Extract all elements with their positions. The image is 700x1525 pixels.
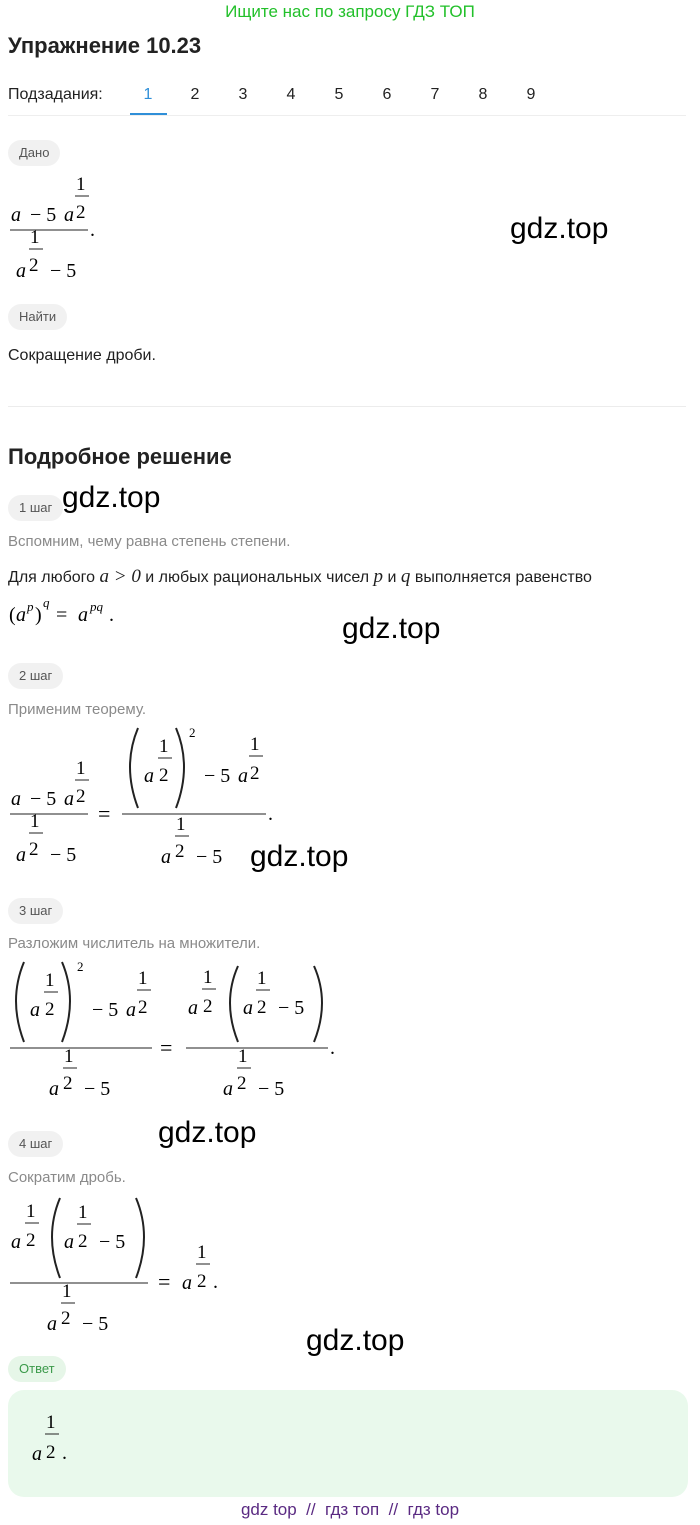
watermark: gdz.top <box>62 481 161 514</box>
watermark: gdz.top <box>510 212 609 245</box>
svg-text:2: 2 <box>78 1231 88 1252</box>
svg-text:a: a <box>78 604 88 626</box>
svg-text:.: . <box>62 1442 67 1464</box>
svg-text:1: 1 <box>30 811 40 832</box>
svg-text:.: . <box>268 803 273 825</box>
svg-text:a: a <box>64 788 74 810</box>
svg-text:.: . <box>90 219 95 241</box>
svg-text:− 5: − 5 <box>196 846 223 868</box>
svg-text:=: = <box>56 604 68 626</box>
svg-text:p: p <box>27 599 34 614</box>
svg-text:a: a <box>16 604 26 626</box>
svg-text:a: a <box>238 765 248 787</box>
svg-text:2: 2 <box>63 1073 73 1094</box>
svg-text:pq: pq <box>90 599 103 614</box>
svg-text:a: a <box>30 999 40 1021</box>
svg-text:a: a <box>16 844 26 866</box>
svg-text:1: 1 <box>76 758 86 779</box>
svg-text:a: a <box>64 1231 74 1253</box>
svg-text:− 5: − 5 <box>50 260 77 282</box>
subtask-tab-8[interactable]: 8 <box>478 86 488 103</box>
svg-text:1: 1 <box>64 1046 74 1067</box>
svg-text:a: a <box>49 1078 59 1100</box>
svg-text:=: = <box>98 801 111 826</box>
svg-text:2: 2 <box>189 725 196 740</box>
svg-text:a: a <box>182 1272 192 1294</box>
answer-pill: Ответ <box>8 1356 66 1382</box>
svg-text:a: a <box>188 997 198 1019</box>
svg-text:− 5: − 5 <box>50 844 77 866</box>
answer-box <box>8 1390 688 1497</box>
svg-text:1: 1 <box>45 970 55 991</box>
answer-formula <box>30 1408 90 1478</box>
watermark: gdz.top <box>158 1116 257 1149</box>
subtask-tab-3[interactable]: 3 <box>238 86 248 103</box>
svg-text:− 5: − 5 <box>84 1078 111 1100</box>
step-3-formula <box>8 956 348 1106</box>
watermark: gdz.top <box>342 612 441 645</box>
svg-text:a: a <box>223 1078 233 1100</box>
svg-text:2: 2 <box>138 997 148 1018</box>
svg-text:− 5: − 5 <box>30 204 57 226</box>
find-text: Сокращение дроби. <box>8 347 156 364</box>
svg-text:− 5: − 5 <box>82 1313 109 1335</box>
statement-and: и <box>387 569 397 586</box>
given-formula <box>8 168 118 286</box>
svg-text:1: 1 <box>46 1412 56 1433</box>
svg-text:2: 2 <box>175 841 185 862</box>
step-1-statement <box>8 566 698 588</box>
top-banner: Ищите нас по запросу ГДЗ ТОП <box>225 2 475 21</box>
svg-text:2: 2 <box>76 786 86 807</box>
svg-text:− 5: − 5 <box>258 1078 285 1100</box>
svg-text:=: = <box>160 1035 173 1060</box>
statement-p: p <box>373 566 384 587</box>
svg-text:a: a <box>243 997 253 1019</box>
svg-text:1: 1 <box>257 968 267 989</box>
subtask-tab-2[interactable]: 2 <box>190 86 200 103</box>
svg-text:− 5: − 5 <box>92 999 119 1021</box>
step-3-hint: Разложим числитель на множители. <box>8 935 261 952</box>
step-4-hint: Сократим дробь. <box>8 1169 126 1186</box>
svg-text:2: 2 <box>76 202 86 223</box>
svg-text:1: 1 <box>197 1242 207 1263</box>
svg-text:a: a <box>11 204 21 226</box>
svg-text:q: q <box>43 595 50 610</box>
subtask-tab-1[interactable]: 1 <box>143 86 153 103</box>
svg-text:2: 2 <box>46 1442 56 1463</box>
svg-text:a: a <box>32 1443 42 1465</box>
step-2-hint: Применим теорему. <box>8 701 147 718</box>
svg-text:1: 1 <box>26 1201 36 1222</box>
svg-text:=: = <box>158 1269 171 1294</box>
tabs-divider <box>8 115 686 116</box>
svg-text:a: a <box>16 260 26 282</box>
statement-mid: и любых рациональных чисел <box>145 569 370 586</box>
svg-text:2: 2 <box>26 1230 36 1251</box>
svg-text:2: 2 <box>61 1308 71 1329</box>
statement-pre: Для любого <box>8 569 96 586</box>
statement-q: q <box>400 566 411 587</box>
solution-title: Подробное решение <box>8 444 232 469</box>
svg-text:2: 2 <box>77 959 84 974</box>
svg-text:1: 1 <box>238 1046 248 1067</box>
subtask-tab-9[interactable]: 9 <box>526 86 536 103</box>
exercise-title: Упражнение 10.23 <box>8 33 202 58</box>
svg-text:1: 1 <box>30 227 40 248</box>
given-pill: Дано <box>8 140 60 166</box>
footer: gdz top // гдз топ // гдз top <box>240 1500 460 1519</box>
svg-text:− 5: − 5 <box>278 997 305 1019</box>
svg-text:− 5: − 5 <box>30 788 57 810</box>
svg-text:1: 1 <box>76 174 86 195</box>
section-divider <box>8 406 686 407</box>
svg-text:1: 1 <box>250 734 260 755</box>
step-1-hint: Вспомним, чему равна степень степени. <box>8 533 291 550</box>
step-3-pill: 3 шаг <box>8 898 63 924</box>
svg-text:.: . <box>213 1271 218 1293</box>
svg-text:− 5: − 5 <box>99 1231 126 1253</box>
svg-text:a: a <box>64 204 74 226</box>
watermark: gdz.top <box>250 840 349 873</box>
svg-text:1: 1 <box>62 1281 72 1302</box>
svg-text:2: 2 <box>197 1271 207 1292</box>
svg-text:a: a <box>126 999 136 1021</box>
svg-text:2: 2 <box>237 1073 247 1094</box>
svg-text:2: 2 <box>257 997 267 1018</box>
svg-text:2: 2 <box>159 765 169 786</box>
subtask-tab-5[interactable]: 5 <box>334 86 344 103</box>
svg-text:2: 2 <box>203 996 213 1017</box>
svg-text:2: 2 <box>29 255 39 276</box>
svg-text:a: a <box>144 765 154 787</box>
watermark: gdz.top <box>306 1324 405 1357</box>
svg-text:1: 1 <box>138 968 148 989</box>
svg-text:1: 1 <box>176 814 186 835</box>
svg-text:a: a <box>11 788 21 810</box>
subtask-tab-4[interactable]: 4 <box>286 86 296 103</box>
svg-text:2: 2 <box>29 839 39 860</box>
svg-text:.: . <box>109 604 114 626</box>
statement-condition: a > 0 <box>99 566 141 587</box>
subtask-tab-6[interactable]: 6 <box>382 86 392 103</box>
power-rule-formula <box>8 594 138 628</box>
svg-text:): ) <box>35 604 42 626</box>
svg-text:1: 1 <box>159 736 169 757</box>
svg-text:1: 1 <box>203 967 213 988</box>
step-4-pill: 4 шаг <box>8 1131 63 1157</box>
step-1-pill: 1 шаг <box>8 495 63 521</box>
find-pill: Найти <box>8 304 67 330</box>
svg-text:(: ( <box>9 604 16 626</box>
svg-text:2: 2 <box>250 763 260 784</box>
svg-text:a: a <box>47 1313 57 1335</box>
svg-text:− 5: − 5 <box>204 765 231 787</box>
subtasks-label: Подзадания: <box>8 86 103 103</box>
svg-text:1: 1 <box>78 1202 88 1223</box>
svg-text:a: a <box>11 1231 21 1253</box>
svg-text:a: a <box>161 846 171 868</box>
svg-text:2: 2 <box>45 999 55 1020</box>
statement-post: выполняется равенство <box>414 569 592 586</box>
step-2-pill: 2 шаг <box>8 663 63 689</box>
subtask-tab-7[interactable]: 7 <box>430 86 440 103</box>
svg-text:.: . <box>330 1037 335 1059</box>
step-4-formula <box>8 1188 228 1338</box>
